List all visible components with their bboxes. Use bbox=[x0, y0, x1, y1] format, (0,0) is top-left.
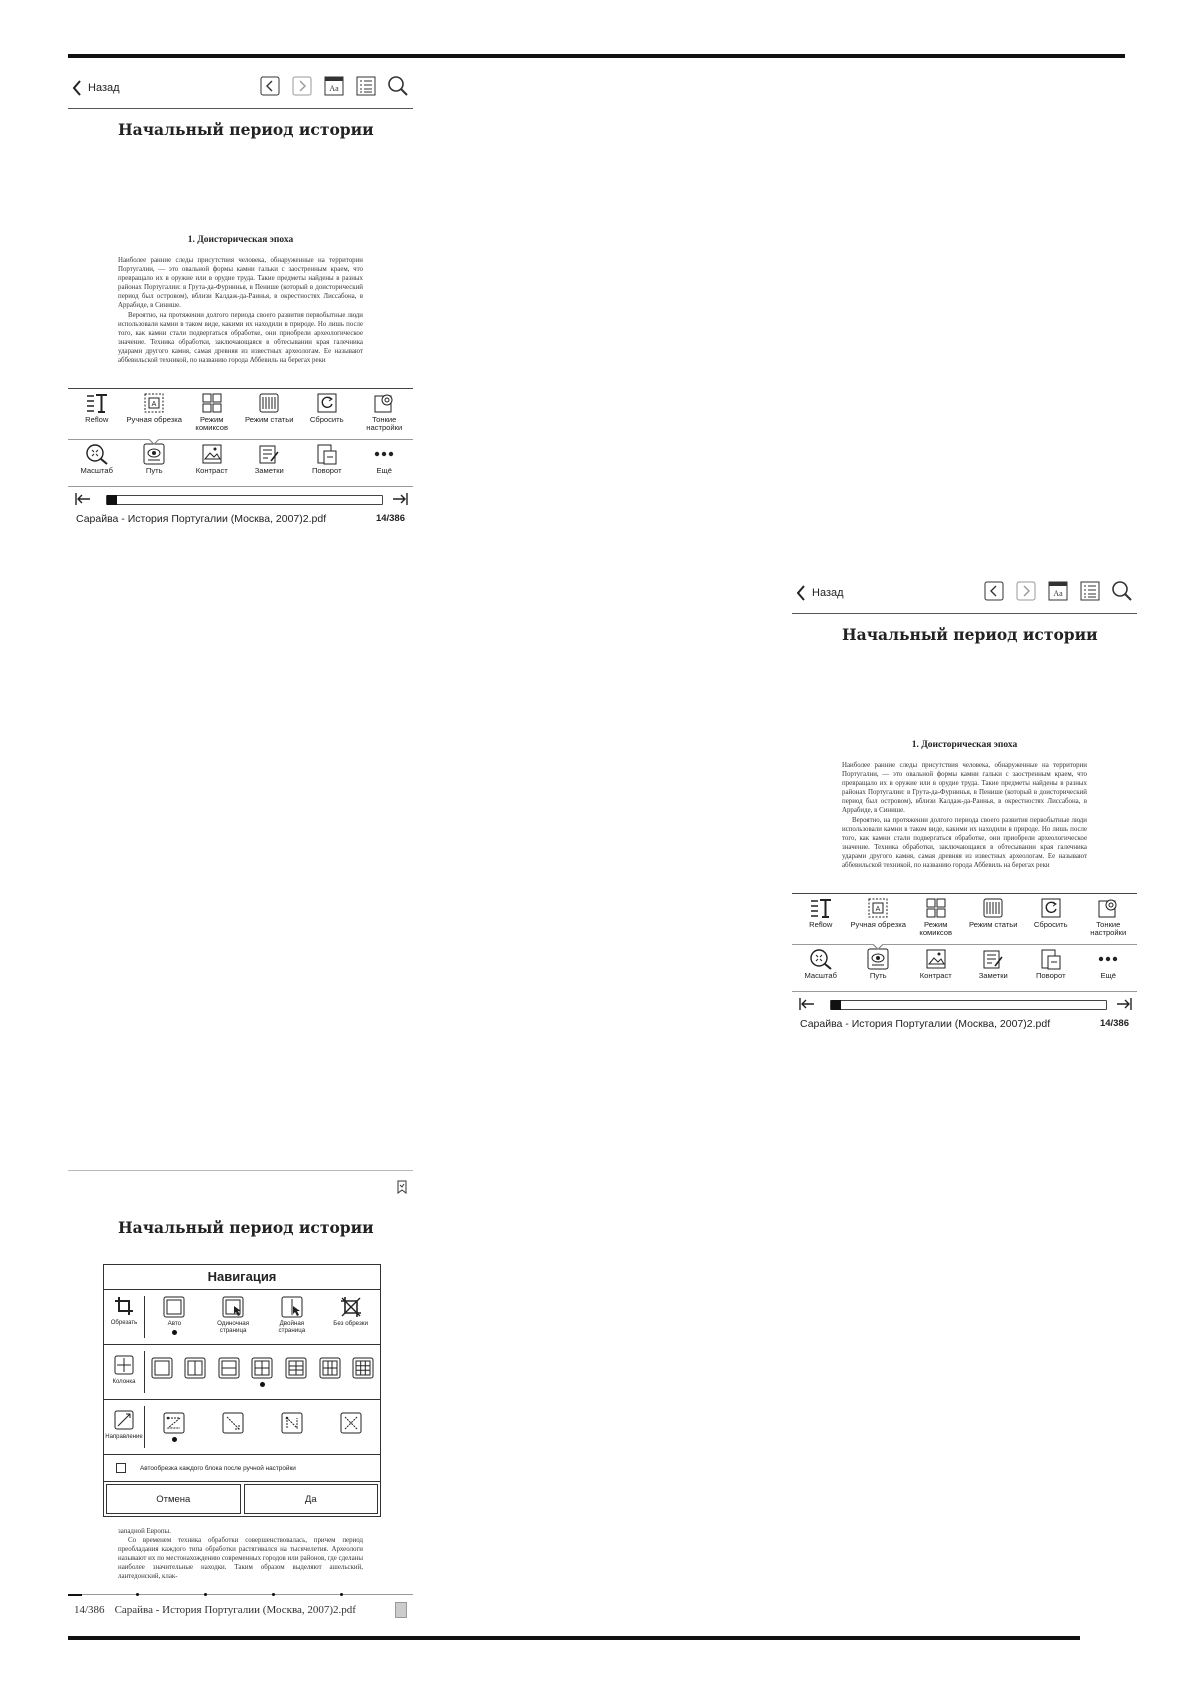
back-button[interactable] bbox=[796, 585, 844, 601]
reflow-icon bbox=[85, 392, 109, 414]
column-label-cell bbox=[104, 1351, 145, 1393]
more-icon bbox=[1096, 948, 1120, 970]
manual-crop-icon bbox=[142, 392, 166, 414]
path-icon bbox=[142, 443, 166, 465]
fine-settings-icon bbox=[1096, 897, 1120, 919]
crop-icon bbox=[114, 1296, 134, 1316]
last-page-icon[interactable] bbox=[1115, 996, 1133, 1012]
notes-icon bbox=[981, 948, 1005, 970]
navigation-screen bbox=[68, 1170, 413, 1625]
column-option[interactable] bbox=[151, 1357, 173, 1387]
font-icon[interactable] bbox=[1047, 580, 1069, 602]
paragraph: Наиболее ранние следы присутствия человека, обнаруженные на территории Португалии, — это овальной формы камни гальки с заостренным краем, что превращало их в оружие или в орудие труда. Такие предметы найдены в разных районах Португалии: в Грута-да-Фурнинья, в Пенише (который в доисторический период был островом), вблизи Калдаж-да-Раинья, в окрестностях Лиссабона, в Аррабиде, в Синише. bbox=[842, 762, 1087, 815]
column-icon bbox=[114, 1355, 134, 1375]
next-page-icon[interactable] bbox=[291, 75, 313, 97]
file-name: Сарайва - История Португалии (Москва, 2007)2.pdf bbox=[76, 513, 327, 525]
auto-crop-checkbox[interactable] bbox=[116, 1463, 126, 1473]
comic-mode-icon bbox=[200, 392, 224, 414]
column-option[interactable] bbox=[285, 1357, 307, 1387]
notes-icon bbox=[257, 443, 281, 465]
manual-crop-icon bbox=[866, 897, 890, 919]
first-page-icon[interactable] bbox=[74, 491, 92, 507]
comic-mode-button[interactable]: Режим комиксов bbox=[907, 894, 965, 944]
layout-2col-icon bbox=[184, 1357, 206, 1379]
layout-9cell-icon bbox=[352, 1357, 374, 1379]
crop-option-single[interactable]: Одиночная страница bbox=[210, 1296, 256, 1335]
reader-screen-2 bbox=[792, 575, 1137, 1035]
zoom-button[interactable]: Масштаб bbox=[792, 945, 850, 991]
chevron-left-icon bbox=[72, 80, 82, 96]
page-indicator: 14/386 bbox=[74, 1604, 105, 1616]
direction-option[interactable] bbox=[281, 1412, 303, 1442]
svg-text:A: A bbox=[151, 401, 157, 408]
more-button[interactable]: Ещё bbox=[356, 440, 414, 486]
direction-options bbox=[145, 1400, 380, 1442]
contrast-icon bbox=[924, 948, 948, 970]
section-title: 1. Доисторическая эпоха bbox=[911, 740, 1018, 750]
ok-button[interactable]: Да bbox=[244, 1484, 379, 1514]
next-page-icon[interactable] bbox=[1015, 580, 1037, 602]
double-page-icon bbox=[281, 1296, 303, 1318]
back-label: Назад bbox=[812, 587, 844, 599]
article-mode-button[interactable]: Режим статьи bbox=[965, 894, 1023, 944]
section-title: 1. Доисторическая эпоха bbox=[187, 235, 294, 245]
more-icon bbox=[372, 443, 396, 465]
single-page-icon bbox=[222, 1296, 244, 1318]
rotate-button[interactable]: Поворот bbox=[298, 440, 356, 486]
path-button[interactable]: Путь bbox=[126, 440, 184, 486]
crop-label-cell bbox=[104, 1296, 145, 1338]
direction-rev-icon bbox=[340, 1412, 362, 1434]
no-crop-icon bbox=[340, 1296, 362, 1318]
back-button[interactable] bbox=[72, 80, 120, 96]
document-body bbox=[842, 761, 1087, 891]
chevron-left-icon bbox=[796, 585, 806, 601]
track-marker bbox=[272, 1593, 275, 1596]
direction-diag-icon bbox=[222, 1412, 244, 1434]
document-title: Начальный период истории bbox=[118, 120, 374, 139]
layout-6col-icon bbox=[319, 1357, 341, 1379]
document-title: Начальный период истории bbox=[842, 625, 1098, 644]
rotate-icon bbox=[315, 443, 339, 465]
svg-text:Aa: Aa bbox=[329, 84, 339, 93]
track-marker bbox=[136, 1593, 139, 1596]
toc-icon[interactable] bbox=[1079, 580, 1101, 602]
paragraph: Вероятно, на протяжении долгого периода своего развития первобытные люди использовали камни в таком виде, какими их находили в природе. Но лишь после того, как камни стали подвергаться обработке, они приобрели археологическое значение. Техника обработки, заключающаяся в обтесывании края галечника ударами другого камня, самая древняя из известных археологам. Ее называют аббевильской техникой, по названию города Аббевиль на берегах реки bbox=[118, 311, 363, 365]
column-option[interactable] bbox=[218, 1357, 240, 1387]
column-row bbox=[104, 1345, 380, 1400]
last-page-icon[interactable] bbox=[391, 491, 409, 507]
page-track bbox=[68, 1594, 413, 1595]
contrast-button[interactable]: Контраст bbox=[907, 945, 965, 991]
top-toolbar bbox=[68, 70, 413, 109]
bottom-rule bbox=[68, 1636, 1080, 1640]
document-title: Начальный период истории bbox=[118, 1218, 374, 1237]
top-rule bbox=[68, 54, 1125, 58]
article-mode-icon bbox=[257, 392, 281, 414]
track-marker bbox=[204, 1593, 207, 1596]
manual-crop-button[interactable]: A Ручная обрезка bbox=[126, 389, 184, 439]
column-option[interactable] bbox=[251, 1357, 273, 1387]
progress-bar bbox=[68, 490, 413, 510]
progress-track[interactable] bbox=[830, 1000, 1107, 1010]
direction-n-icon bbox=[281, 1412, 303, 1434]
selected-dot bbox=[172, 1437, 177, 1442]
column-label: Колонка bbox=[112, 1379, 136, 1385]
menu-row-2 bbox=[792, 945, 1137, 992]
crop-options bbox=[145, 1290, 380, 1335]
reader-menu bbox=[792, 893, 1137, 992]
column-option[interactable] bbox=[184, 1357, 206, 1387]
svg-text:Aa: Aa bbox=[1053, 589, 1063, 598]
path-icon bbox=[866, 948, 890, 970]
reset-icon bbox=[1039, 897, 1063, 919]
layout-2row-icon bbox=[218, 1357, 240, 1379]
toolbar-icons bbox=[983, 580, 1133, 602]
font-icon[interactable] bbox=[323, 75, 345, 97]
article-mode-icon bbox=[981, 897, 1005, 919]
crop-option-double[interactable]: Двойная страница bbox=[269, 1296, 315, 1335]
prev-page-icon[interactable] bbox=[259, 75, 281, 97]
file-name: Сарайва - История Португалии (Москва, 2007)2.pdf bbox=[800, 1018, 1051, 1030]
reader-screen-1 bbox=[68, 70, 413, 530]
column-options bbox=[145, 1345, 380, 1387]
direction-option[interactable] bbox=[222, 1412, 244, 1442]
page-indicator: 14/386 bbox=[1099, 1018, 1129, 1029]
cancel-button[interactable]: Отмена bbox=[106, 1484, 241, 1514]
dialog-buttons bbox=[104, 1482, 380, 1516]
crop-label: Обрезать bbox=[110, 1320, 138, 1326]
direction-label: Направление bbox=[105, 1434, 143, 1440]
battery-icon bbox=[395, 1602, 407, 1618]
manual-crop-button[interactable]: A Ручная обрезка bbox=[850, 894, 908, 944]
layout-1-icon bbox=[151, 1357, 173, 1379]
crop-row bbox=[104, 1290, 380, 1345]
prev-page-icon[interactable] bbox=[983, 580, 1005, 602]
top-toolbar bbox=[792, 575, 1137, 614]
reset-button[interactable]: Сбросить bbox=[1022, 894, 1080, 944]
track-marker bbox=[68, 1594, 82, 1596]
direction-icon bbox=[114, 1410, 134, 1430]
toolbar-icons bbox=[259, 75, 409, 97]
status-footer bbox=[76, 513, 405, 525]
progress-fill bbox=[831, 1000, 841, 1010]
reset-icon bbox=[315, 392, 339, 414]
nav-footer bbox=[74, 1602, 407, 1618]
progress-bar bbox=[792, 995, 1137, 1015]
selected-dot bbox=[260, 1382, 265, 1387]
auto-crop-label: Автообрезка каждого блока после ручной настройки bbox=[140, 1464, 296, 1472]
bookmark-icon[interactable] bbox=[397, 1180, 407, 1194]
reflow-icon bbox=[809, 897, 833, 919]
paragraph: Вероятно, на протяжении долгого периода своего развития первобытные люди использовали камни в таком виде, какими их находили в природе. Но лишь после того, как камни стали подвергаться обработке, они приобрели археологическое значение. Техника обработки, заключающаяся в обтесывании края галечника ударами другого камня, самая древняя из известных археологам. Ее называют аббевильской техникой, по названию города Аббевиль на берегах реки bbox=[842, 816, 1087, 870]
fine-settings-button[interactable]: Тонкие настройки bbox=[356, 389, 414, 439]
direction-label-cell bbox=[104, 1406, 145, 1448]
file-name: Сарайва - История Португалии (Москва, 2007)2.pdf bbox=[114, 1604, 356, 1616]
dialog-title: Навигация bbox=[104, 1265, 380, 1290]
zoom-icon bbox=[809, 948, 833, 970]
rotate-button[interactable]: Поворот bbox=[1022, 945, 1080, 991]
paragraph: западной Европы. bbox=[118, 1528, 171, 1535]
direction-option[interactable] bbox=[163, 1412, 185, 1442]
reflow-button[interactable]: Reflow bbox=[792, 894, 850, 944]
direction-z-icon bbox=[163, 1412, 185, 1434]
layout-4cell-icon bbox=[251, 1357, 273, 1379]
column-option[interactable] bbox=[319, 1357, 341, 1387]
reader-menu bbox=[68, 388, 413, 487]
path-button[interactable]: Путь bbox=[850, 945, 908, 991]
toc-icon[interactable] bbox=[355, 75, 377, 97]
svg-text:A: A bbox=[875, 906, 881, 913]
status-footer bbox=[800, 1018, 1129, 1030]
document-body bbox=[118, 256, 363, 386]
search-icon[interactable] bbox=[387, 75, 409, 97]
document-body-behind bbox=[118, 1527, 363, 1583]
auto-crop-icon bbox=[163, 1296, 185, 1318]
fine-settings-button[interactable]: Тонкие настройки bbox=[1080, 894, 1138, 944]
page-indicator: 14/386 bbox=[375, 513, 405, 524]
selected-dot bbox=[172, 1330, 177, 1335]
progress-track[interactable] bbox=[106, 495, 383, 505]
paragraph: Наиболее ранние следы присутствия человека, обнаруженные на территории Португалии, — это овальной формы камни гальки с заостренным краем, что превращало их в оружие или в орудие труда. Такие предметы найдены в разных районах Португалии: в Грута-да-Фурнинья, в Пенише (который в доисторический период был островом), вблизи Калдаж-да-Раинья, в окрестностях Лиссабона, в Аррабиде, в Синише. bbox=[118, 257, 363, 310]
zoom-icon bbox=[85, 443, 109, 465]
comic-mode-button[interactable]: Режим комиксов bbox=[183, 389, 241, 439]
track-marker bbox=[340, 1593, 343, 1596]
navigation-dialog bbox=[103, 1264, 381, 1517]
layout-6cell-icon bbox=[285, 1357, 307, 1379]
paragraph: Со временем техника обработки совершенствовалась, причем период преобладания каждого типа обработки растягивался на тысячелетия. Археологи называют их по местонахождению современных городов или районов, где сделаны наиболее значительные находки. Таким образом выделяют ашельский, лантедонский, клак- bbox=[118, 1537, 363, 1581]
auto-crop-checkbox-row[interactable] bbox=[104, 1455, 380, 1482]
search-icon[interactable] bbox=[1111, 580, 1133, 602]
menu-row-1 bbox=[68, 389, 413, 440]
reflow-button[interactable]: Reflow bbox=[68, 389, 126, 439]
header-divider bbox=[68, 1170, 413, 1171]
direction-row bbox=[104, 1400, 380, 1455]
zoom-button[interactable]: Масштаб bbox=[68, 440, 126, 486]
notes-button[interactable]: Заметки bbox=[965, 945, 1023, 991]
comic-mode-icon bbox=[924, 897, 948, 919]
back-label: Назад bbox=[88, 82, 120, 94]
column-option[interactable] bbox=[352, 1357, 374, 1387]
menu-row-2 bbox=[68, 440, 413, 487]
article-mode-button[interactable]: Режим статьи bbox=[241, 389, 299, 439]
reset-button[interactable]: Сбросить bbox=[298, 389, 356, 439]
fine-settings-icon bbox=[372, 392, 396, 414]
contrast-icon bbox=[200, 443, 224, 465]
notes-button[interactable]: Заметки bbox=[241, 440, 299, 486]
rotate-icon bbox=[1039, 948, 1063, 970]
progress-fill bbox=[107, 495, 117, 505]
crop-option-none[interactable]: Без обрезки bbox=[328, 1296, 374, 1335]
menu-row-1 bbox=[792, 894, 1137, 945]
contrast-button[interactable]: Контраст bbox=[183, 440, 241, 486]
crop-option-auto[interactable]: Авто bbox=[151, 1296, 197, 1335]
first-page-icon[interactable] bbox=[798, 996, 816, 1012]
more-button[interactable]: Ещё bbox=[1080, 945, 1138, 991]
direction-option[interactable] bbox=[340, 1412, 362, 1442]
